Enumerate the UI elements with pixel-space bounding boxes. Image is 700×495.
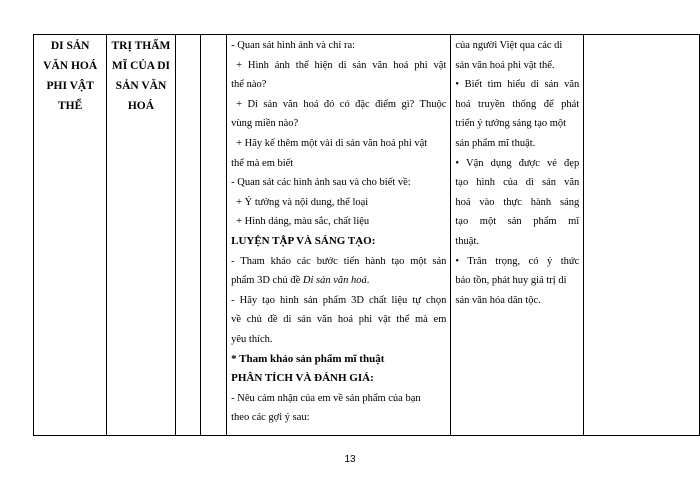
activity-text: phẩm 3D chủ đề: [231, 275, 301, 287]
activity-line: + Hình ảnh thể hiện di sản văn hoá phi vật: [236, 59, 447, 71]
outcome-line: triển ý tưởng sáng tạo một: [455, 118, 567, 130]
outcome-line: tạo một sản phẩm mĩ: [455, 216, 580, 228]
outcome-line: • Vận dụng được vẻ đẹp: [455, 157, 580, 169]
outcome-line: sản văn hóa dân tộc.: [455, 294, 541, 306]
activity-line: + Hình dáng, màu sắc, chất liệu: [236, 216, 370, 228]
topic-line: PHI VẬT: [46, 80, 94, 92]
topic-line: THỂ: [58, 100, 83, 112]
section-heading-analysis: PHÂN TÍCH VÀ ĐÁNH GIÁ:: [231, 372, 374, 385]
table-row: [34, 35, 700, 436]
empty-cell: [201, 35, 227, 436]
activity-line: vùng miền nào?: [231, 118, 299, 130]
topic-name: Di sản văn hoá: [302, 275, 367, 287]
outcome-line: hoá truyền thống để phát: [455, 98, 580, 110]
outcome-line: hoá vào thực hành sáng: [455, 196, 580, 208]
outcome-line: • Biết tìm hiểu di sản văn: [455, 79, 580, 91]
activity-line: về chủ đề di sản văn hoá phi vật thể mà em: [231, 314, 447, 326]
period-text: .: [366, 275, 370, 287]
activity-line: thể nào?: [231, 79, 267, 91]
outcomes-cell: [451, 35, 584, 436]
activity-cell: [227, 35, 451, 436]
activity-line: - Quan sát các hình ảnh sau và cho biết về:: [231, 177, 411, 189]
lesson-title-line: SẢN VĂN: [115, 80, 167, 92]
activity-line: - Quan sát hình ảnh và chỉ ra:: [231, 40, 356, 51]
activity-line: thể mà em biết: [231, 157, 294, 169]
lesson-title-line: MĨ CỦA DI: [111, 60, 171, 72]
section-heading-practice: LUYỆN TẬP VÀ SÁNG TẠO:: [231, 234, 376, 247]
notes-cell: [584, 35, 700, 436]
outcome-line: của người Việt qua các di: [455, 40, 563, 51]
activity-line: - Nêu cảm nhận của em về sản phẩm của bạn: [231, 392, 421, 404]
activity-line: [231, 271, 446, 291]
outcome-line: sản văn hoá phi vật thể.: [455, 59, 555, 71]
activity-line: + Di sản văn hoá đó có đặc điểm gì? Thuộc: [236, 98, 447, 110]
lesson-title-line: TRỊ THẨM: [111, 40, 171, 52]
lesson-title-cell: [107, 35, 175, 436]
reference-heading: * Tham khảo sản phẩm mĩ thuật: [231, 352, 385, 365]
activity-line: yêu thích.: [231, 333, 273, 345]
activity-line: theo các gợi ý sau:: [231, 412, 310, 424]
topic-line: DI SẢN: [50, 40, 90, 52]
topic-cell: [34, 35, 107, 436]
topic-line: VĂN HOÁ: [43, 60, 98, 72]
activity-line: - Hãy tạo hình sản phẩm 3D chất liệu tự chọn: [231, 294, 447, 306]
outcome-line: thuật.: [455, 235, 480, 247]
activity-line: + Ý tưởng và nội dung, thể loại: [236, 196, 369, 208]
lesson-table: [33, 34, 700, 436]
page-number: 13: [344, 454, 356, 465]
activity-line: - Tham khảo các bước tiến hành tạo một sản: [231, 255, 447, 267]
outcome-line: bảo tồn, phát huy giá trị di: [455, 275, 567, 287]
outcome-line: sản phẩm mĩ thuật.: [455, 137, 536, 149]
activity-line: + Hãy kể thêm một vài di sản văn hoá phi vật: [236, 137, 428, 149]
outcome-line: tạo hình của di sản văn: [455, 177, 580, 189]
outcome-line: • Trân trọng, có ý thức: [455, 255, 580, 267]
lesson-title-line: HOÁ: [127, 100, 155, 112]
empty-cell: [175, 35, 201, 436]
